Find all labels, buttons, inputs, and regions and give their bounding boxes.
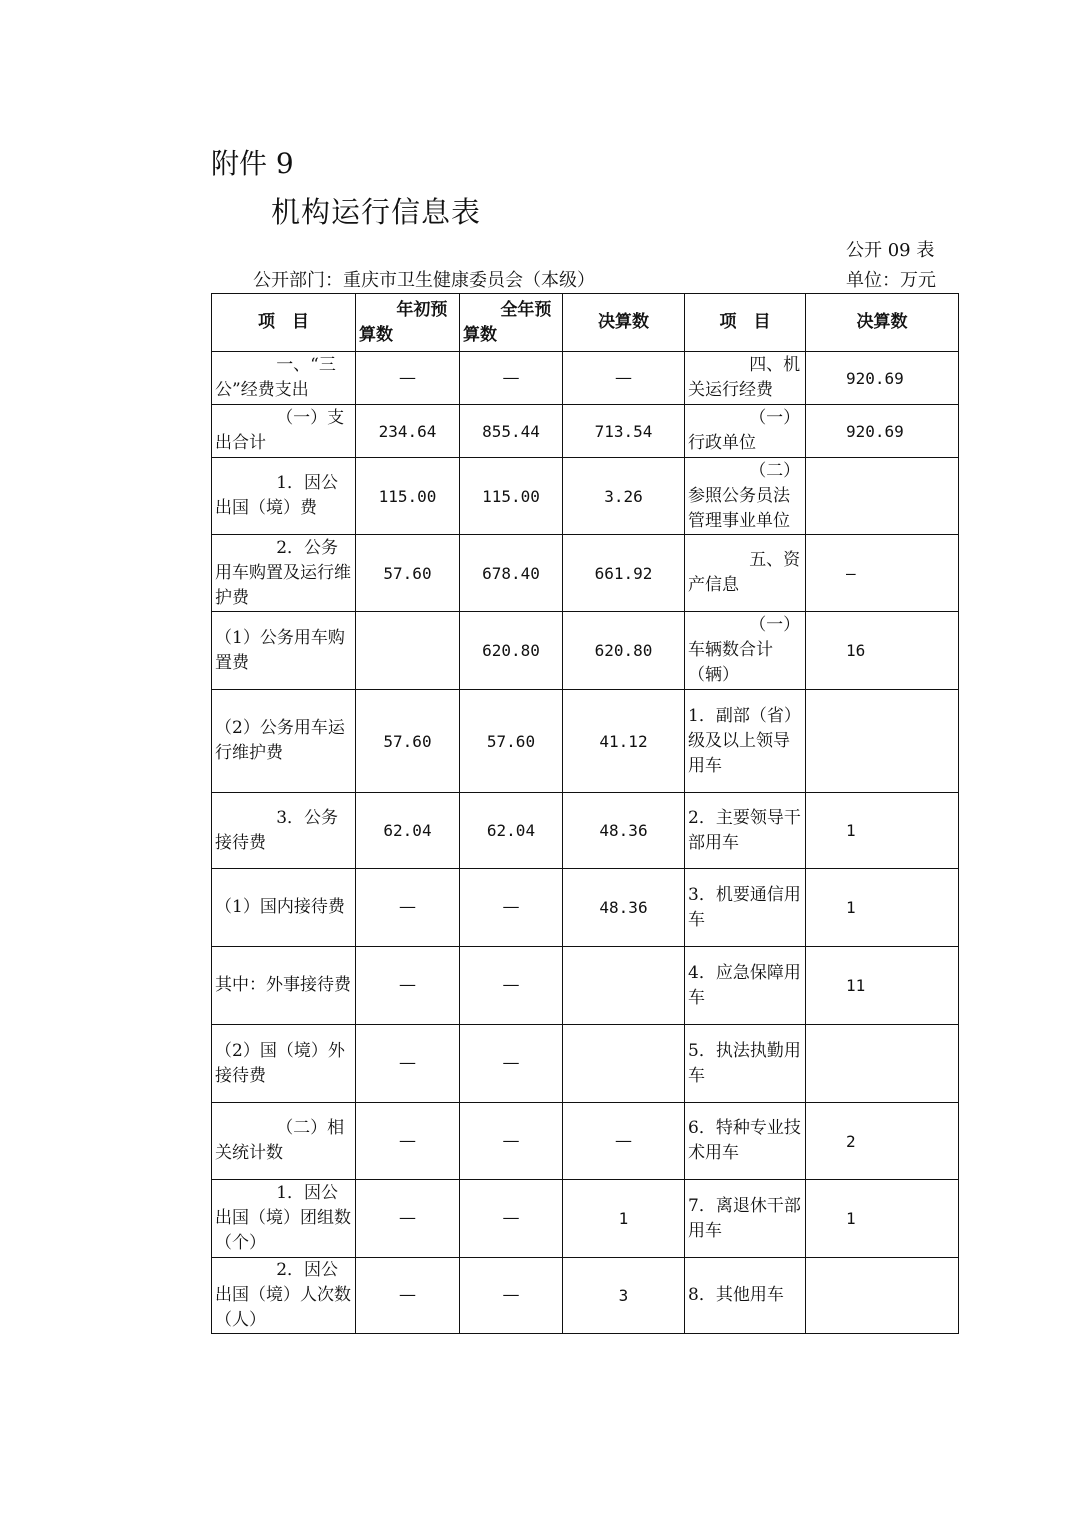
cell-annual: 678.40	[460, 535, 563, 612]
table-row	[212, 793, 959, 869]
col-header-item2: 项 目	[685, 294, 806, 352]
cell-initial: —	[356, 869, 460, 947]
cell-final2: 1	[806, 869, 959, 947]
cell-annual: —	[460, 1103, 563, 1180]
cell-final2	[806, 1258, 959, 1334]
cell-item2: （二）参照公务员法管理事业单位	[685, 458, 806, 535]
table-row	[212, 405, 959, 458]
table-row	[212, 458, 959, 535]
cell-initial: 62.04	[356, 793, 460, 869]
cell-item2: 7．离退休干部用车	[685, 1180, 806, 1258]
cell-item: 一、“三公”经费支出	[212, 352, 356, 405]
cell-initial: 57.60	[356, 535, 460, 612]
cell-final2: 920.69	[806, 352, 959, 405]
cell-final: 48.36	[563, 793, 685, 869]
col-header-item: 项 目	[212, 294, 356, 352]
table-row	[212, 535, 959, 612]
col-header-annual-budget: 全年预算数	[460, 294, 563, 352]
cell-annual: 115.00	[460, 458, 563, 535]
cell-item2: 3．机要通信用车	[685, 869, 806, 947]
cell-item2: 五、资产信息	[685, 535, 806, 612]
cell-item: （1）国内接待费	[212, 869, 356, 947]
table-row	[212, 352, 959, 405]
cell-item2: 8．其他用车	[685, 1258, 806, 1334]
cell-item2: 6．特种专业技术用车	[685, 1103, 806, 1180]
cell-final	[563, 1025, 685, 1103]
cell-item: （一）支出合计	[212, 405, 356, 458]
cell-initial: —	[356, 1025, 460, 1103]
cell-initial: —	[356, 947, 460, 1025]
cell-initial: 115.00	[356, 458, 460, 535]
cell-final2: 1	[806, 793, 959, 869]
table-row	[212, 1180, 959, 1258]
cell-final2	[806, 1025, 959, 1103]
info-table	[211, 293, 959, 1334]
cell-final: 1	[563, 1180, 685, 1258]
cell-initial	[356, 612, 460, 690]
cell-initial: —	[356, 1258, 460, 1334]
cell-final2: 16	[806, 612, 959, 690]
cell-initial: 57.60	[356, 690, 460, 793]
cell-annual: —	[460, 869, 563, 947]
col-header-final2: 决算数	[806, 294, 959, 352]
cell-annual: —	[460, 352, 563, 405]
cell-annual: 620.80	[460, 612, 563, 690]
cell-item2: 四、机关运行经费	[685, 352, 806, 405]
table-row	[212, 690, 959, 793]
cell-item: 2．因公出国（境）人次数（人）	[212, 1258, 356, 1334]
cell-final2: 1	[806, 1180, 959, 1258]
cell-final: 3.26	[563, 458, 685, 535]
cell-initial: —	[356, 1103, 460, 1180]
cell-initial: —	[356, 352, 460, 405]
table-header-row	[212, 294, 959, 352]
cell-final2	[806, 458, 959, 535]
table-row	[212, 612, 959, 690]
cell-final2: 11	[806, 947, 959, 1025]
cell-item2: 5．执法执勤用车	[685, 1025, 806, 1103]
cell-item2: 4．应急保障用车	[685, 947, 806, 1025]
cell-final: —	[563, 352, 685, 405]
table-row	[212, 1103, 959, 1180]
cell-annual: 62.04	[460, 793, 563, 869]
cell-final2: 2	[806, 1103, 959, 1180]
cell-final2	[806, 690, 959, 793]
cell-item2: （一）行政单位	[685, 405, 806, 458]
table-row	[212, 947, 959, 1025]
cell-initial: —	[356, 1180, 460, 1258]
cell-annual: 855.44	[460, 405, 563, 458]
cell-final2: 920.69	[806, 405, 959, 458]
cell-item: （1）公务用车购置费	[212, 612, 356, 690]
cell-item: 1．因公出国（境）团组数（个）	[212, 1180, 356, 1258]
cell-initial: 234.64	[356, 405, 460, 458]
cell-annual: —	[460, 1258, 563, 1334]
cell-annual: —	[460, 1180, 563, 1258]
form-number: 公开 09 表	[846, 240, 935, 261]
cell-annual: —	[460, 947, 563, 1025]
cell-item: （2）国（境）外接待费	[212, 1025, 356, 1103]
cell-item: 1．因公出国（境）费	[212, 458, 356, 535]
table-row	[212, 1025, 959, 1103]
col-header-initial-budget: 年初预算数	[356, 294, 460, 352]
cell-annual: 57.60	[460, 690, 563, 793]
cell-final: 41.12	[563, 690, 685, 793]
cell-final: 48.36	[563, 869, 685, 947]
cell-item2: 2．主要领导干部用车	[685, 793, 806, 869]
cell-final	[563, 947, 685, 1025]
cell-item2: （一）车辆数合计（辆）	[685, 612, 806, 690]
attachment-label: 附件 9	[211, 147, 294, 180]
cell-item: （二）相关统计数	[212, 1103, 356, 1180]
page-title: 机构运行信息表	[271, 195, 482, 229]
table-row	[212, 869, 959, 947]
cell-item: 3．公务接待费	[212, 793, 356, 869]
cell-final: 713.54	[563, 405, 685, 458]
cell-final: 661.92	[563, 535, 685, 612]
department-label: 公开部门：重庆市卫生健康委员会（本级）	[253, 270, 595, 291]
cell-annual: —	[460, 1025, 563, 1103]
cell-item: （2）公务用车运行维护费	[212, 690, 356, 793]
cell-final: 620.80	[563, 612, 685, 690]
cell-final2: —	[806, 535, 959, 612]
unit-label: 单位：万元	[846, 270, 936, 291]
cell-final: 3	[563, 1258, 685, 1334]
table-row	[212, 1258, 959, 1334]
col-header-final: 决算数	[563, 294, 685, 352]
cell-item: 其中：外事接待费	[212, 947, 356, 1025]
cell-final: —	[563, 1103, 685, 1180]
cell-item2: 1．副部（省）级及以上领导用车	[685, 690, 806, 793]
cell-item: 2．公务用车购置及运行维护费	[212, 535, 356, 612]
